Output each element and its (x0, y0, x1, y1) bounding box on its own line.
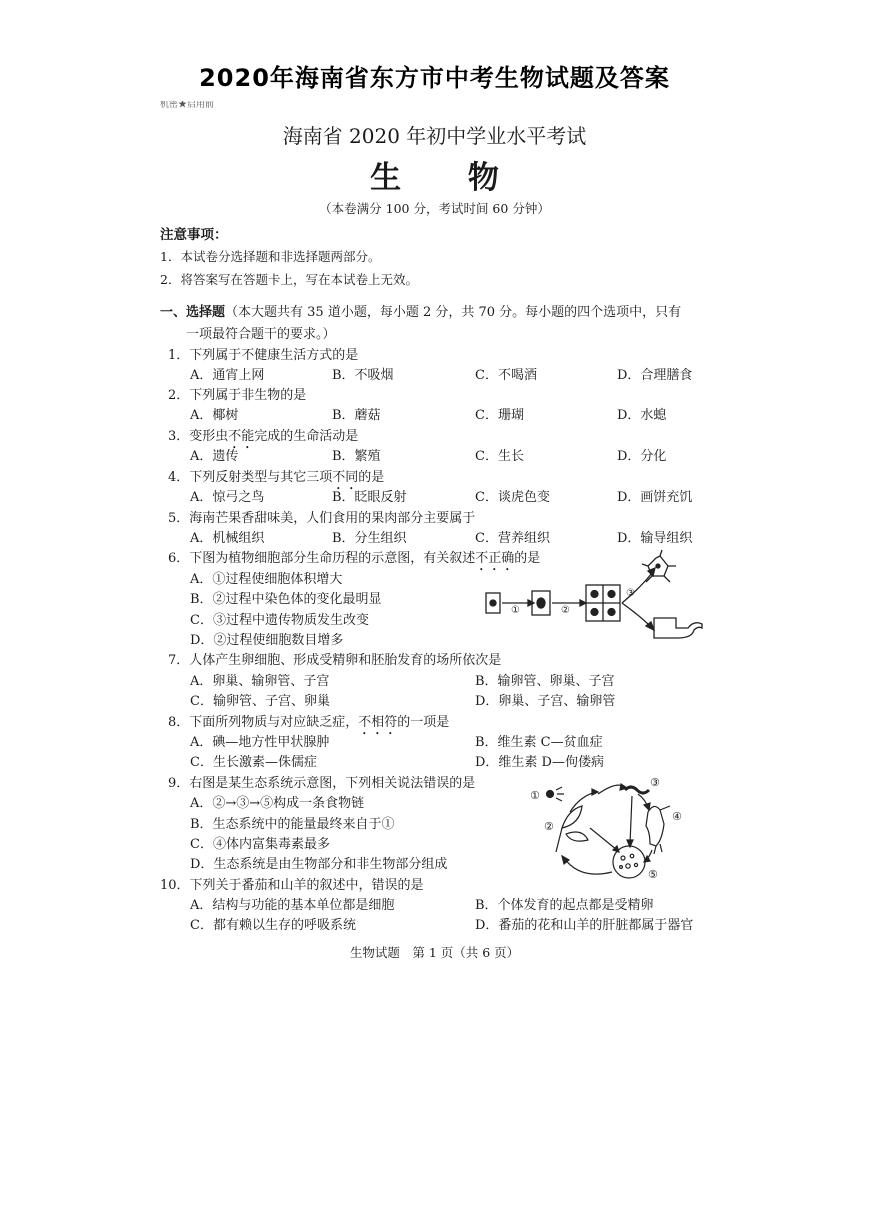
note-item: 2．将答案写在答题卡上，写在本试卷上无效。 (160, 272, 418, 287)
question-stem: 5．海南芒果香甜味美，人们食用的果肉部分主要属于 (168, 511, 476, 526)
option: B．②过程中染色体的变化最明显 (190, 592, 382, 607)
svg-text:③: ③ (650, 776, 660, 789)
option: A．遗传 (190, 449, 239, 464)
cell-division-diagram (480, 548, 710, 648)
option: B．分生组织 (332, 531, 407, 546)
question-stem: 3．变形虫不能完成的生命活动是 (168, 429, 359, 444)
option: B．个体发育的起点都是受精卵 (475, 898, 654, 913)
option: C．不喝酒 (475, 368, 537, 383)
ecosystem-diagram (520, 772, 710, 887)
scan-remnant-text: 机密★启用前 (160, 101, 215, 110)
option: C．输卵管、子宫、卵巢 (190, 694, 330, 709)
option: D．画饼充饥 (617, 490, 693, 505)
option: A．结构与功能的基本单位都是细胞 (190, 898, 395, 913)
option: A．机械组织 (190, 531, 265, 546)
option: D．生态系统是由生物部分和非生物部分组成 (190, 857, 448, 872)
exam-info: （本卷满分 100 分，考试时间 60 分钟） (319, 201, 550, 216)
option: A．碘—地方性甲状腺肿 (190, 735, 330, 750)
option: B．维生素 C—贫血症 (475, 735, 603, 750)
option: D．番茄的花和山羊的肝脏都属于器官 (475, 918, 694, 933)
option: B．不吸烟 (332, 368, 394, 383)
document-title: 2020年海南省东方市中考生物试题及答案 (199, 64, 670, 92)
note-item: 1．本试卷分选择题和非选择题两部分。 (160, 249, 381, 264)
svg-text:③: ③ (626, 588, 635, 599)
option: C．珊瑚 (475, 408, 524, 423)
option: C．生长 (475, 449, 524, 464)
option: D．分化 (617, 449, 667, 464)
option: C．都有赖以生存的呼吸系统 (190, 918, 356, 933)
option: B．繁殖 (332, 449, 381, 464)
option: C．③过程中遗传物质发生改变 (190, 613, 369, 628)
section-instructions-line2: 一项最符合题干的要求。） (186, 327, 336, 342)
question-stem: 10．下列关于番茄和山羊的叙述中，错误的是 (160, 878, 424, 893)
option: A．椰树 (190, 408, 239, 423)
question-stem: 8．下面所列物质与对应缺乏症，不相符的一项是 (168, 715, 450, 730)
exam-name: 海南省 2020 年初中学业水平考试 (282, 124, 587, 148)
option: B．输卵管、卵巢、子宫 (475, 674, 615, 689)
question-stem: 2．下列属于非生物的是 (168, 388, 307, 403)
notes-title: 注意事项： (160, 227, 228, 243)
svg-text:⑤: ⑤ (648, 868, 658, 881)
question-stem: 7．人体产生卵细胞、形成受精卵和胚胎发育的场所依次是 (168, 653, 502, 668)
option: D．②过程使细胞数目增多 (190, 633, 344, 648)
option: C．生长激素—侏儒症 (190, 755, 317, 770)
option: C．④体内富集毒素最多 (190, 837, 330, 852)
section-instructions (160, 302, 720, 346)
option: D．合理膳食 (617, 368, 693, 383)
svg-text:②: ② (544, 820, 554, 833)
svg-text:②: ② (561, 605, 570, 616)
option: A．②→③→⑤构成一条食物链 (190, 796, 365, 811)
question-stem: 9．右图是某生态系统示意图，下列相关说法错误的是 (168, 776, 476, 791)
option: C．谈虎色变 (475, 490, 550, 505)
option: B．蘑菇 (332, 408, 381, 423)
option: A．惊弓之鸟 (190, 490, 265, 505)
question-stem: 4．下列反射类型与其它三项不同的是 (168, 470, 385, 485)
option: C．营养组织 (475, 531, 550, 546)
option: A．通宵上网 (190, 368, 265, 383)
option: D．卵巢、子宫、输卵管 (475, 694, 616, 709)
svg-text:①: ① (530, 789, 540, 802)
question-stem: 1．下列属于不健康生活方式的是 (168, 348, 359, 363)
question-stem: 6．下图为植物细胞部分生命历程的示意图，有关叙述不正确的是 (168, 551, 541, 566)
option: B．眨眼反射 (332, 490, 407, 505)
option: A．①过程使细胞体积增大 (190, 572, 343, 587)
option: D．水螅 (617, 408, 667, 423)
svg-text:④: ④ (672, 810, 682, 823)
option: A．卵巢、输卵管、子宫 (190, 674, 330, 689)
svg-text:①: ① (511, 605, 520, 616)
section-label: 一、选择题 (160, 305, 226, 320)
option: D．维生素 D—佝偻病 (475, 755, 604, 770)
subject-title: 生 物 (370, 160, 527, 196)
option: D．输导组织 (617, 531, 693, 546)
page-footer: 生物试题 第 1 页（共 6 页） (349, 945, 520, 960)
option: B．生态系统中的能量最终来自于① (190, 817, 395, 832)
section-instructions-line1: （本大题共有 35 道小题，每小题 2 分，共 70 分。每小题的四个选项中，只有 (225, 305, 682, 320)
